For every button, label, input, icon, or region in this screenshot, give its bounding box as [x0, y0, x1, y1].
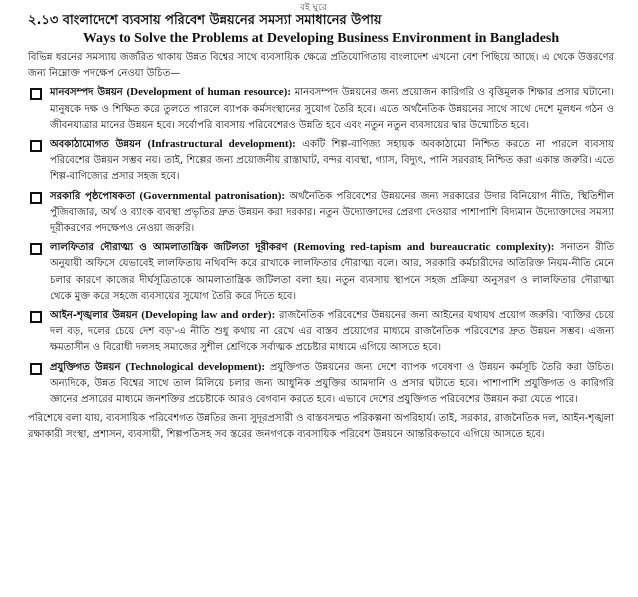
checkbox-bullet-icon: [30, 311, 42, 323]
list-item-red-tapism: [28, 239, 614, 305]
item-body: মানবসম্পদ উন্নয়নের জন্য প্রয়োজন কারিগরি ও বৃত্তিমূলক শিক্ষার প্রসার ঘটানো। মানুষকে দক্ষ ও শিক্ষিত করে তুলতে পারলে ব্যাপক কর্মসংস্থানের সুযোগ তৈরি হবে। এতে অর্থনৈতিক উন্নয়নের সাথে সাথে দেশে মূলধন গঠন ও জীবনযাত্রার মানের উন্নয়ন হবে। সর্বোপরি ব্যবসায় পরিবেশেরও উন্নতি হবে এবং নতুন নতুন ব্যবসায়ের দ্বার উন্মোচিত হবে।: [50, 87, 614, 131]
item-heading-english: (Technological development):: [125, 360, 266, 373]
list-item-human-resource: [28, 84, 614, 134]
item-body: একটি শিল্প-বাণিজ্য সহায়ক অবকাঠামো নিশ্চিত করতে না পারলে ব্যবসায় পরিবেশের উন্নয়ন সম্ভব নয়। তাই, শিল্পের জন্য প্রয়োজনীয় রাস্তাঘাট, বন্দর ব্যবস্থা, গ্যাস, বিদ্যুৎ, পানি সরবরাহ নিশ্চিত করা একান্ত জরুরি। এতে শিল্প-বাণিজ্যের প্রসার সহজ হবে।: [50, 139, 614, 183]
item-body: অর্থনৈতিক পরিবেশের উন্নয়নের জন্য সরকারের উদার বিনিয়োগ নীতি, স্থিতিশীল পুঁজিবাজার, অর্থ ও ব্যাংক ব্যবস্থা প্রভৃতির দ্রুত উন্নয়ন করা দরকার। নতুন উদ্যোক্তাদের প্রেরণা দেওয়ার পাশাপাশি বিদ্যমান উদ্যোক্তাদের সমস্যা দূরীকরণের পদক্ষেপও নেওয়া জরুরি।: [50, 190, 614, 235]
closing-paragraph: পরিশেষে বলা যায়, ব্যবসায়িক পরিবেশগত উন্নতির জন্য সুদূরপ্রসারী ও বাস্তবসম্মত পরিকল্পনা অপরিহার্য। তাই, সরকার, রাজনৈতিক দল, আইন-শৃঙ্খলা রক্ষাকারী সংস্থা, প্রশাসন, ব্যবসায়ী, শিল্পপতিসহ সব স্তরের জনগণকে ব্যবসায়িক পরিবেশ উন্নয়নে আন্তরিকভাবে এগিয়ে আসতে হবে।: [28, 413, 614, 441]
item-body: প্রযুক্তিগত উন্নয়নের জন্য দেশে ব্যাপক গবেষণা ও উন্নয়ন কর্মসূচি তৈরি করা উচিত। অন্যদিকে, উন্নত বিশ্বের সাথে তাল মিলিয়ে চলার জন্য আধুনিক প্রযুক্তির আমদানি ও প্রসার ঘটাতে হবে। পাশাপাশি প্রযুক্তিগত ও কারিগরি জ্ঞানের প্রসারের মাধ্যমে জনশক্তির প্রচেষ্টাকে আরও বেগবান করতে হবে। এভাবে দেশের প্রযুক্তিগত পরিবেশের উন্নয়ন করা যেতে পারে।: [50, 361, 614, 406]
item-heading-english: (Development of human resource):: [126, 86, 292, 99]
list-item-law-and-order: [28, 307, 614, 357]
item-heading-bengali: লালফিতার দৌরাত্ম্য ও আমলাতান্ত্রিক জটিলতা দূরীকরণ: [50, 242, 288, 254]
checkbox-bullet-icon: [30, 243, 42, 255]
item-heading-english: (Developing law and order):: [141, 309, 276, 322]
list-item-government-patronisation: [28, 188, 614, 238]
item-heading-english: (Removing red-tapism and bureaucratic complexity):: [293, 241, 555, 254]
checkbox-bullet-icon: [30, 88, 42, 100]
list-item-infrastructure: [28, 136, 614, 186]
checkbox-bullet-icon: [30, 140, 42, 152]
section-title-english: Ways to Solve the Problems at Developing Business Environment in Bangladesh: [82, 31, 560, 46]
item-heading-english: (Governmental patronisation):: [139, 189, 286, 202]
checkbox-bullet-icon: [30, 363, 42, 375]
item-heading-bengali: সরকারি পৃষ্ঠপোষকতা: [50, 190, 136, 202]
section-title-bengali: ২.১৩ বাংলাদেশে ব্যবসায় পরিবেশ উন্নয়নের সমস্যা সমাধানের উপায়: [28, 13, 382, 28]
checkbox-bullet-icon: [30, 192, 42, 204]
intro-paragraph: বিভিন্ন ধরনের সমস্যায় জর্জরিত থাকায় উন্নত বিশ্বের সাথে ব্যবসায়িক ক্ষেত্রে প্রতিযোগিতায় বাংলাদেশ এখনো বেশ পিছিয়ে আছে। এ থেকে উত্তরণের জন্য নিম্নোক্ত পদক্ষেপ নেওয়া উচিত—: [28, 52, 614, 80]
page-mark: বই ঘুরে: [300, 3, 327, 13]
item-heading-bengali: অবকাঠামোগত উন্নয়ন: [50, 139, 141, 151]
list-item-technological: [28, 359, 614, 409]
item-heading-bengali: আইন-শৃঙ্খলার উন্নয়ন: [50, 310, 138, 322]
item-body: রাজনৈতিক পরিবেশের উন্নয়নের জন্য আইনের যথাযথ প্রয়োগ জরুরি। 'ব্যক্তির চেয়ে দল বড়, দলের চেয়ে দেশ বড়'-এ নীতি শুধু কথায় না রেখে এর বাস্তব প্রয়োগের মাধ্যমে রাজনৈতিক পরিবেশের দ্রুত উন্নয়ন সম্ভব। এজন্য ক্ষমতাসীন ও বিরোধী দলসহ সমাজের সুশীল শ্রেণিকে সর্বাত্মক প্রচেষ্টার মাধ্যমে এগিয়ে আসতে হবে।: [50, 310, 614, 354]
item-heading-english: (Infrastructural development):: [147, 138, 296, 151]
item-body: সনাতন রীতি অনুযায়ী অফিসে যেভাবেই লালফিতায় নথিবন্দি করে রাখাকে লালফিতার দৌরাত্ম্য বলে। আর, সরকারি কর্মচারীদের অতিরিক্ত নিয়ম-নীতি মেনে চলার কারণে কাজের দীর্ঘসূত্রিতাকে আমলাতান্ত্রিক জটিলতা বলা হয়। নতুন ব্যবসায় স্থাপনে সহজ প্রক্রিয়া অনুসরণ ও লালফিতার দৌরাত্ম্য থেকে মুক্ত করে সহজে ব্যবসায়ের সুযোগ তৈরি করে দিতে হবে।: [50, 242, 614, 302]
item-heading-bengali: প্রযুক্তিগত উন্নয়ন: [50, 361, 121, 373]
item-heading-bengali: মানবসম্পদ উন্নয়ন: [50, 87, 123, 99]
